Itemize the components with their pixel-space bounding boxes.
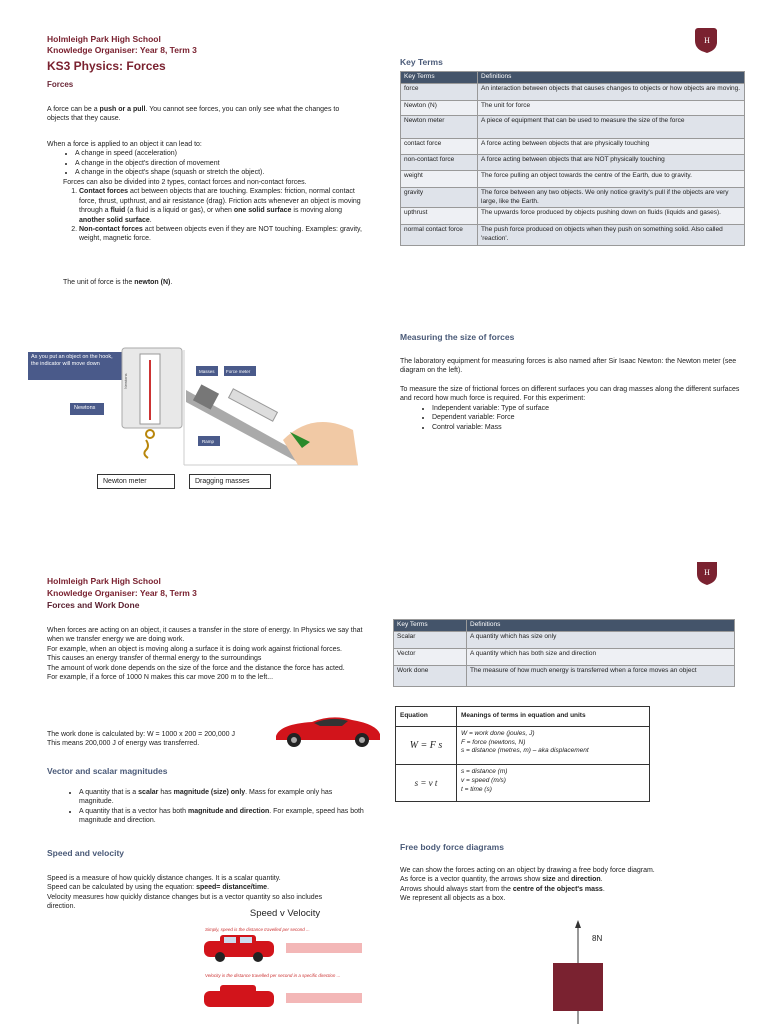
scalar-item: • A quantity that is a scalar has magnitude (size) only. Mass for example only has magnitude. [79,788,367,807]
effect-item: • A change in the object's direction of movement [75,159,362,168]
table-row: weight The force pulling an object towards the centre of the Earth, due to gravity. [401,170,745,187]
key-terms-table: Key Terms Definitions force An interaction between objects that causes changes to objects or how objects are moving. Newton (N) The unit for force Newton meter A piece of equipment that can be used to measure the size of the force contact force A force acting between objects that are physically touching non-contact force A force acting between objects that are NOT physically touching weight The force pulling an object towards the centre of the Earth, due to gravity. gravity The force between any two objects. We only notice gravity's pull if the objects are very large, like the Earth. upthrust The upwards force produced by objects pushing down on fluids (liquids and gases). normal contact force The push force produced on objects when they push on something solid. Also called 'reaction'. [400,71,745,246]
forces-effects: When a force is applied to an object it can lead to: • A change in speed (acceleration) • A change in the object's direction of movement • A change in the object's shape (squash or stretch the object). Forces can also be divided into 2 types, contact forces and non-contact forces. 1. Contact forces act between objects that are touching. Examples: friction, normal contact force, thrust, upthrust, and air resistance (drag). Friction acts whenever an object is moving through a fluid (a fluid is a liquid or gas), or when one solid surface is moving along another solid surface. 2. Non-contact forces act between objects even if they are NOT touching. Examples: gravity, weight, magnetic force. [47,140,362,244]
table-row: contact force A force acting between objects that are physically touching [401,138,745,154]
vector-scalar-text [47,788,367,826]
key-terms-title: Key Terms [400,57,443,67]
newtons-scale-label: Newtons [123,373,128,389]
newtons-label: Newtons [74,405,96,411]
sv-line-2: Velocity is the distance travelled per second in a specific direction ... [205,972,341,978]
section-forces-title: Forces [47,80,74,89]
sv-tag-2: Speed of 20m/s to the right [292,1019,347,1024]
table-row: Vector A quantity which has both size and direction [394,648,735,665]
organiser-subtitle: Knowledge Organiser: Year 8, Term 3 [47,45,197,55]
caption-dragging-masses: Dragging masses [189,474,271,489]
organiser-subtitle-2: Knowledge Organiser: Year 8, Term 3 [47,588,197,598]
work-calc: The work done is calculated by: W = 1000 x 200 = 200,000 J This means 200,000 J of energy was transferred. [47,731,235,748]
svg-text:H: H [704,568,710,577]
page-title-2: Forces and Work Done [47,600,140,610]
school-crest-icon-top [695,28,719,57]
vector-scalar-title: Vector and scalar magnitudes [47,766,168,776]
variable-item: • Dependent variable: Force [432,413,740,422]
callout-text: As you put an object on the hook, the indicator will move down [31,354,113,367]
variable-item: • Control variable: Mass [432,423,740,432]
table-row: upthrust The upwards force produced by objects pushing down on fluids (liquids and gases). [401,208,745,225]
effect-item: • A change in speed (acceleration) [75,149,362,158]
object-box [553,963,603,1011]
noncontact-forces-item: 2. Non-contact forces act between objects even if they are NOT touching. Examples: gravity, weight, magnetic force. [79,225,362,244]
svg-text:H: H [704,36,710,45]
free-body-text: We can show the forces acting on an object by drawing a free body force diagram. As force is a vector quantity, the arrows show size and direction. Arrows should always start from the centre of the object's mass. We represent all objects as a box. [400,867,655,903]
masses-label: Masses [199,369,215,374]
school-crest-icon-2 [695,560,719,589]
work-done-text: When forces are acting on an object, it causes a transfer in the store of energy. In Physics we say that when we transfer energy we are doing work. For example, when an object is moving along a surface it is doing work against frictional forces. This causes an energy transfer of thermal energy to the surroundings The amount of work done depends on the size of the force and the distance the force has acted. For example, if a force of 1000 N makes this car move 200 m to the left... [47,627,363,682]
school-name: Holmleigh Park High School [47,34,161,44]
school-name-2: Holmleigh Park High School [47,576,161,586]
red-car-velocity-icon [200,983,370,1013]
contact-forces-item: 1. Contact forces act between objects that are touching. Examples: friction, normal contact force, thrust, upthrust, and air resistance (drag). Friction acts whenever an object is moving through a fluid (a fluid is a liquid or gas), or when one solid surface is moving along another solid surface. [79,187,362,225]
speed-velocity-image [200,908,370,1024]
effect-item: • A change in the object's shape (squash or stretch the object). [75,168,362,177]
table-row: W = F s W = work done (joules, J) F = force (newtons, N) s = distance (metres, m) – aka displacement [396,726,650,764]
equation-table: Equation Meanings of terms in equation and units W = F s W = work done (joules, J) F = force (newtons, N) s = distance (metres, m) – aka displacement s = v t s = distance (m) v = speed (m/s) t = time (s) [395,706,650,802]
force-meter-label: Force meter [226,369,251,374]
table-row: non-contact force A force acting between objects that are NOT physically touching [401,154,745,170]
key-terms-table-2: Key Terms Definitions Scalar A quantity which has size only Vector A quantity which has both size and direction Work done The measure of how much energy is transferred when a force moves an object [393,619,735,687]
variable-item: • Independent variable: Type of surface [432,404,740,413]
page-title: KS3 Physics: Forces [47,59,166,73]
speed-velocity-text: Speed is a measure of how quickly distance changes. It is a scalar quantity. Speed can be calculated by using the equation: speed= distance/time. Velocity measures how quickly distance changes but is a vector quantity so also includes direction. [47,875,323,911]
table-row: Newton meter A piece of equipment that can be used to measure the size of the force [401,115,745,138]
speed-velocity-title: Speed and velocity [47,848,124,858]
measuring-title: Measuring the size of forces [400,332,515,342]
table-row: s = v t s = distance (m) v = speed (m/s) t = time (s) [396,765,650,802]
red-car-icon [272,712,384,748]
forces-intro: A force can be a push or a pull. You cannot see forces, you can only see what the changes to objects that they cause. [47,106,340,123]
table-row: Work done The measure of how much energy is transferred when a force moves an object [394,665,735,686]
unit-of-force: The unit of force is the newton (N). [63,279,173,286]
table-row: Newton (N) The unit for force [401,100,745,115]
sv-tag-1: This car's speed is 20m/s [292,956,343,961]
caption-newton-meter: Newton meter [97,474,175,489]
vector-item: • A quantity that is a vector has both magnitude and direction. For example, speed has both magnitude and direction. [79,807,367,826]
free-body-diagram [545,918,615,1024]
sv-image-title: Speed v Velocity [249,908,321,919]
sv-line-1: Simply, speed is the distance travelled per second ... [205,926,310,932]
table-row: Scalar A quantity which has size only [394,631,735,648]
red-car-speed-icon [200,933,370,965]
measuring-text: The laboratory equipment for measuring forces is also named after Sir Isaac Newton: the Newton meter (see diagram on the left). To measure the size of frictional forces on different surfaces you can drag masses along the different surfaces and record how much force is required. For this experiment: • Independent variable: Type of surface • Dependent variable: Force • Control variable: Mass [400,357,740,432]
free-body-title: Free body force diagrams [400,842,504,852]
force-label-8n: 8N [592,934,603,943]
table-row: force An interaction between objects that causes changes to objects or how objects are moving. [401,83,745,100]
table-row: gravity The force between any two objects. We only notice gravity's pull if the objects are very large, like the Earth. [401,187,745,208]
table-row: normal contact force The push force produced on objects when they push on something solid. Also called 'reaction'. [401,225,745,246]
ramp-label: Ramp [202,439,215,444]
